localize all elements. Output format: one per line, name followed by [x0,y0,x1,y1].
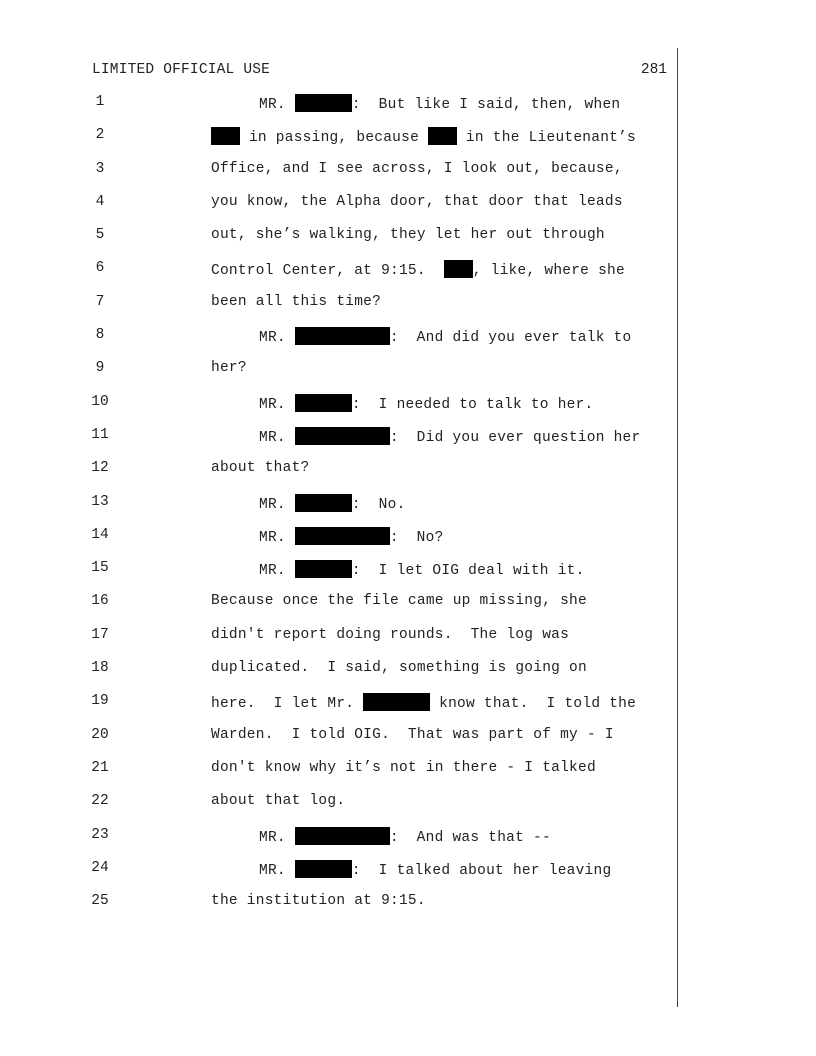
transcript-line [0,427,816,460]
line-text: about that? [211,460,310,477]
line-number: 16 [91,593,109,610]
transcript-line [0,394,816,427]
line-number: 17 [91,626,109,643]
redaction-block [295,860,352,878]
transcript-line [0,260,816,293]
line-text: MR. : And was that -- [259,827,551,846]
line-number: 23 [91,826,109,843]
line-text: MR. : But like I said, then, when [259,94,620,113]
transcript-line [0,893,816,926]
line-number: 24 [91,859,109,876]
redaction-block [295,427,390,445]
redaction-block [295,494,352,512]
line-text: the institution at 9:15. [211,893,426,910]
transcript-line [0,327,816,360]
line-number: 7 [95,293,105,310]
redaction-block [295,827,390,845]
line-text: don't know why it’s not in there - I talked [211,759,596,776]
line-text: Control Center, at 9:15. , like, where she [211,260,625,279]
line-text: her? [211,360,247,377]
redaction-block [295,394,352,412]
transcript-line [0,593,816,626]
line-number: 4 [95,193,105,210]
line-text: MR. : I talked about her leaving [259,860,611,879]
redaction-block [295,527,390,545]
line-number: 20 [91,726,109,743]
line-number: 1 [95,94,105,110]
line-text: been all this time? [211,293,382,310]
transcript-line [0,760,816,793]
transcript-line [0,560,816,593]
line-text: Because once the file came up missing, she [211,593,587,610]
line-number: 12 [91,460,109,477]
redaction-block [428,127,457,145]
transcript-line [0,527,816,560]
line-number: 25 [91,893,109,910]
line-number: 3 [95,160,105,177]
transcript-line [0,194,816,227]
transcript-line [0,360,816,393]
line-text: Office, and I see across, I look out, because, [211,160,623,177]
line-text: MR. : Did you ever question her [259,427,640,446]
line-number: 13 [91,493,109,510]
transcript-body [0,94,816,926]
transcript-line [0,94,816,127]
page-number: 281 [640,62,667,78]
transcript-line [0,494,816,527]
line-text: didn't report doing rounds. The log was [211,626,570,643]
redaction-block [363,693,430,711]
transcript-line [0,294,816,327]
transcript-line [0,727,816,760]
line-number: 22 [91,793,109,810]
line-text: MR. : No? [259,527,444,546]
line-number: 21 [91,759,109,776]
redaction-block [295,560,352,578]
line-number: 19 [91,693,109,710]
line-text: you know, the Alpha door, that door that leads [211,193,623,210]
line-number: 9 [95,360,105,377]
line-number: 10 [91,393,109,410]
transcript-line [0,827,816,860]
redaction-block [211,127,240,145]
line-number: 5 [95,227,105,244]
line-text: here. I let Mr. know that. I told the [211,693,636,712]
transcript-line [0,460,816,493]
line-text: about that log. [211,793,346,810]
transcript-line [0,793,816,826]
transcript-line [0,860,816,893]
line-number: 14 [91,526,109,543]
transcript-line [0,127,816,160]
line-number: 11 [91,426,109,443]
transcript-line [0,627,816,660]
transcript-line [0,161,816,194]
line-text: in passing, because in the Lieutenant’s [211,127,636,146]
line-number: 8 [95,327,105,344]
line-text: MR. : I needed to talk to her. [259,394,594,413]
line-number: 15 [91,560,109,577]
redaction-block [295,94,352,112]
line-text: duplicated. I said, something is going on [211,660,587,677]
classification-header: LIMITED OFFICIAL USE [92,62,271,78]
line-text: MR. : No. [259,494,406,513]
line-text: MR. : And did you ever talk to [259,327,632,346]
transcript-line [0,227,816,260]
line-number: 6 [95,260,105,277]
redaction-block [295,327,390,345]
line-text: out, she’s walking, they let her out through [211,227,605,244]
line-text: MR. : I let OIG deal with it. [259,560,585,579]
transcript-line [0,693,816,726]
transcript-line [0,660,816,693]
redaction-block [444,260,473,278]
line-number: 18 [91,660,109,677]
line-text: Warden. I told OIG. That was part of my - I [211,726,614,743]
line-number: 2 [95,127,105,144]
